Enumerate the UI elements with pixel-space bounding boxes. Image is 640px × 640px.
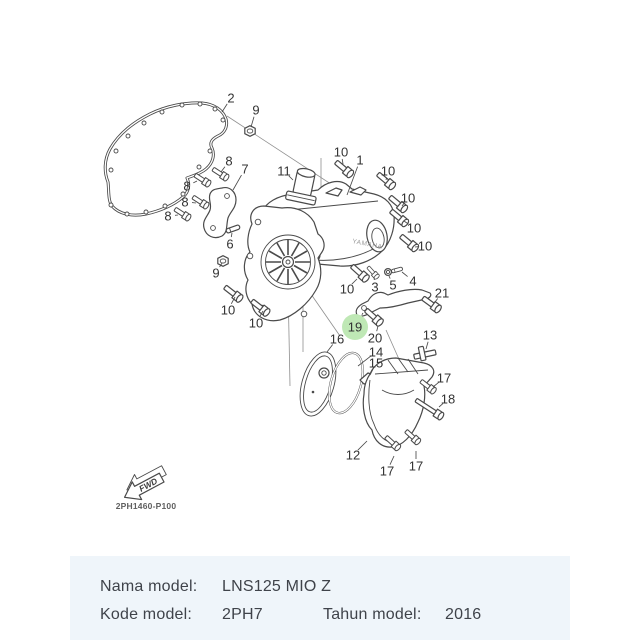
svg-text:10: 10 bbox=[400, 190, 416, 206]
svg-text:10: 10 bbox=[380, 163, 396, 179]
callout-10 bbox=[401, 191, 415, 207]
svg-text:10: 10 bbox=[220, 302, 236, 318]
callout-10 bbox=[415, 239, 432, 254]
callout-10 bbox=[221, 297, 235, 318]
svg-text:10: 10 bbox=[333, 144, 349, 160]
svg-text:9: 9 bbox=[252, 102, 260, 118]
angle-bracket-part bbox=[412, 344, 436, 362]
callout-10 bbox=[334, 145, 348, 165]
svg-text:8: 8 bbox=[181, 194, 189, 210]
svg-text:10: 10 bbox=[339, 281, 355, 297]
svg-text:1: 1 bbox=[356, 152, 364, 168]
callout-12 bbox=[346, 441, 367, 463]
washer-icon bbox=[385, 269, 392, 276]
callout-6 bbox=[226, 233, 233, 252]
svg-text:8: 8 bbox=[183, 178, 191, 194]
callout-8 bbox=[183, 179, 197, 194]
nut-icon bbox=[245, 126, 255, 137]
model-name-row bbox=[70, 578, 570, 596]
bolt-icon bbox=[193, 172, 212, 188]
callout-18 bbox=[439, 392, 455, 408]
svg-text:13: 13 bbox=[422, 327, 438, 343]
svg-text:12: 12 bbox=[345, 447, 361, 463]
svg-text:5: 5 bbox=[389, 277, 397, 293]
svg-text:8: 8 bbox=[164, 208, 172, 224]
svg-text:6: 6 bbox=[226, 236, 234, 252]
svg-text:7: 7 bbox=[241, 161, 249, 177]
bolt-icon bbox=[191, 194, 210, 210]
fan-grille bbox=[261, 235, 315, 289]
svg-text:10: 10 bbox=[248, 315, 264, 331]
callout-8 bbox=[221, 154, 233, 173]
part-code-label: 2PH1460-P100 bbox=[115, 501, 177, 511]
svg-text:21: 21 bbox=[434, 285, 450, 301]
model-year-value: 2016 bbox=[445, 606, 482, 623]
svg-text:20: 20 bbox=[367, 330, 383, 346]
callout-2 bbox=[222, 91, 235, 113]
callout-10 bbox=[340, 279, 357, 297]
callout-3 bbox=[371, 277, 378, 295]
fwd-label: FWD bbox=[137, 475, 160, 494]
svg-text:16: 16 bbox=[329, 331, 345, 347]
svg-text:11: 11 bbox=[277, 163, 291, 179]
svg-text:17: 17 bbox=[379, 463, 395, 479]
svg-text:10: 10 bbox=[406, 220, 422, 236]
callout-9 bbox=[251, 103, 260, 128]
callout-21 bbox=[435, 286, 449, 303]
dowel-pin-icon bbox=[391, 267, 403, 273]
callout-4 bbox=[402, 272, 417, 289]
svg-text:17: 17 bbox=[408, 458, 424, 474]
model-code-label: Kode model: bbox=[100, 606, 193, 623]
callout-10 bbox=[381, 164, 395, 181]
svg-text:15: 15 bbox=[368, 355, 384, 371]
model-name-label: Nama model: bbox=[100, 578, 198, 595]
bolt-icon bbox=[349, 263, 370, 284]
callout-9 bbox=[212, 263, 222, 281]
bolt-icon bbox=[333, 159, 355, 179]
svg-text:19: 19 bbox=[347, 319, 363, 335]
callout-17 bbox=[380, 456, 394, 479]
svg-text:9: 9 bbox=[212, 265, 220, 281]
callout-highlighted-19 bbox=[342, 313, 368, 340]
breather-cap-part bbox=[285, 166, 321, 205]
model-code-row bbox=[70, 606, 570, 624]
callout-11 bbox=[277, 164, 293, 181]
model-name-value: LNS125 MIO Z bbox=[222, 578, 332, 595]
callout-13 bbox=[423, 328, 437, 350]
model-info-panel bbox=[70, 556, 570, 640]
callout-20 bbox=[368, 326, 382, 346]
belt-case-oval-part bbox=[294, 348, 343, 420]
callout-16 bbox=[327, 332, 344, 353]
model-year-label: Tahun model: bbox=[323, 606, 422, 623]
svg-text:8: 8 bbox=[225, 153, 233, 169]
fwd-arrow-icon bbox=[117, 461, 171, 506]
callout-7 bbox=[233, 162, 249, 191]
bolt-icon bbox=[398, 233, 420, 253]
svg-text:18: 18 bbox=[440, 391, 456, 407]
callout-10 bbox=[404, 221, 421, 236]
svg-text:17: 17 bbox=[436, 370, 452, 386]
dowel-pin-icon bbox=[226, 225, 241, 234]
callout-5 bbox=[389, 276, 397, 293]
svg-text:4: 4 bbox=[409, 273, 417, 289]
svg-text:10: 10 bbox=[417, 238, 433, 254]
gasket-part bbox=[105, 102, 226, 216]
cover-brand-label: YAMAHA bbox=[351, 238, 383, 251]
svg-text:14: 14 bbox=[368, 344, 384, 360]
svg-text:3: 3 bbox=[371, 279, 379, 295]
callout-17 bbox=[409, 451, 423, 474]
callout-17 bbox=[433, 371, 451, 388]
svg-text:2: 2 bbox=[227, 90, 235, 106]
model-code-value: 2PH7 bbox=[222, 606, 263, 623]
